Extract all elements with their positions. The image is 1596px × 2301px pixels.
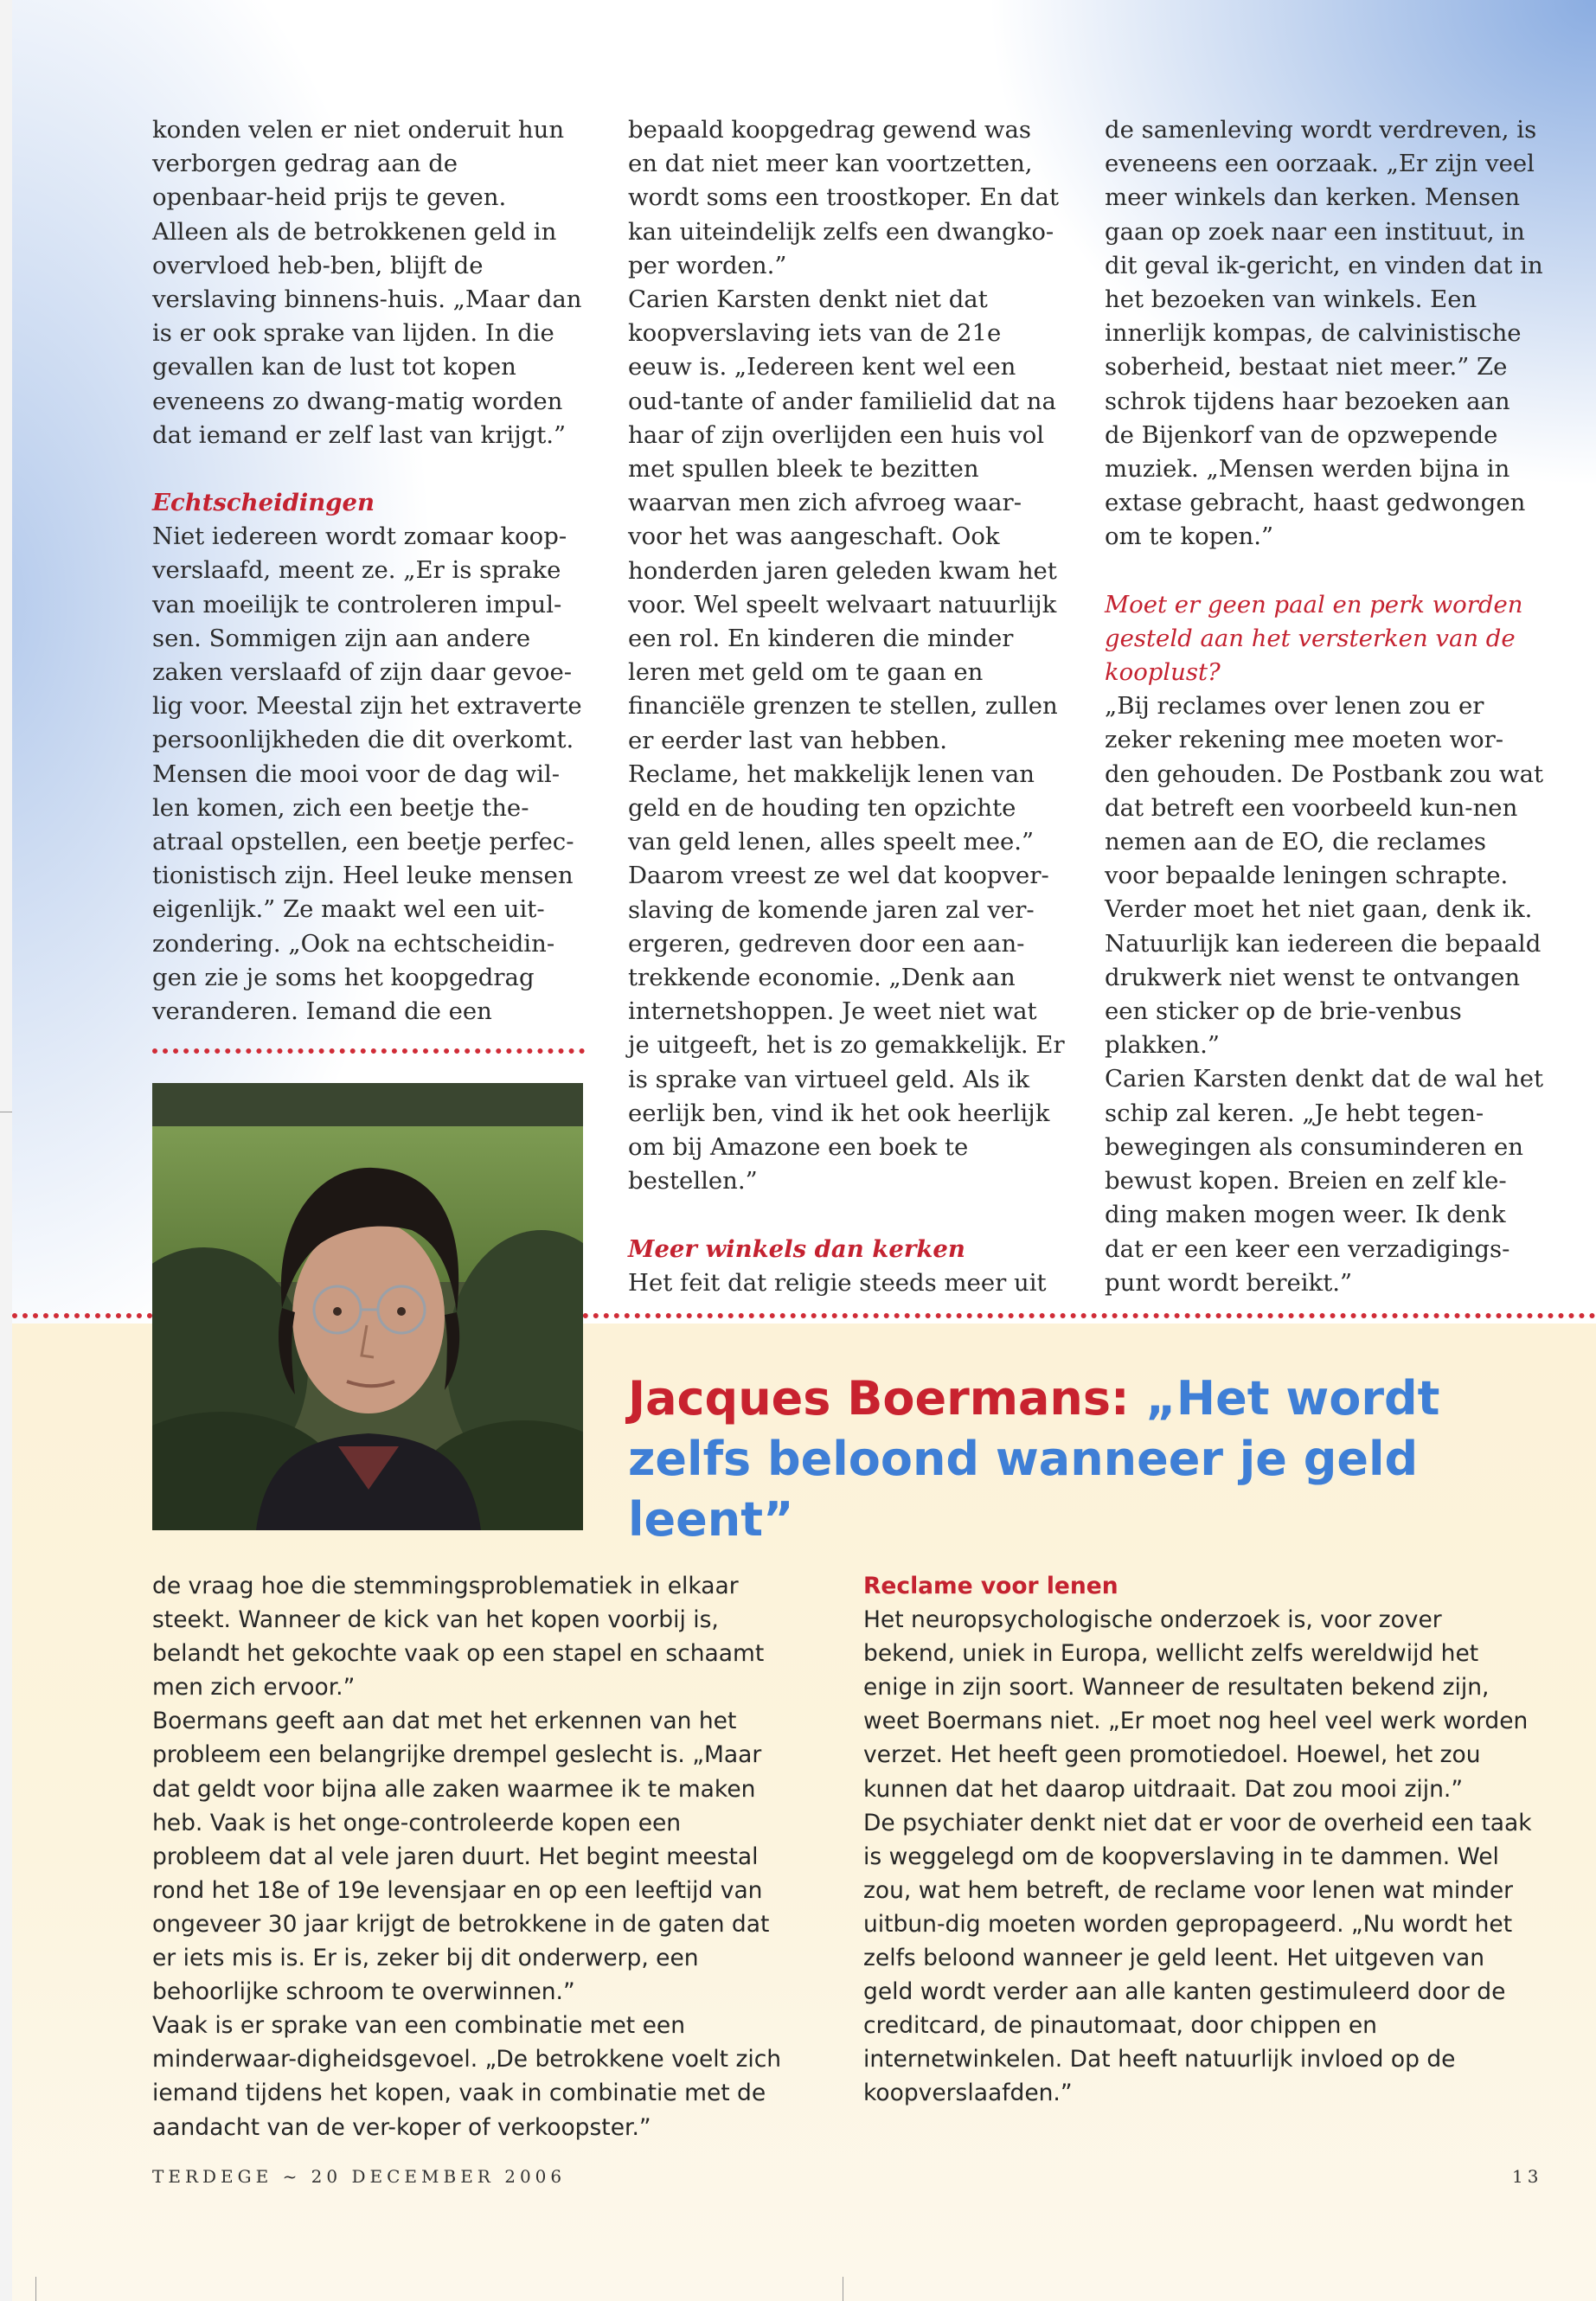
article-column-1 [152, 113, 586, 1029]
bottom-right-paragraph-2: De psychiater denkt niet dat er voor de overheid een taak is weggelegd om de koopverslaving in te dammen. Wel zou, wat hem betreft, de reclame voor lenen wat minder uitbun-dig moeten worden gepropageerd. „Nu wordt het zelfs beloond wanneer je geld leent. Het uitgeven van geld wordt verder aan alle kanten gestimuleerd door de creditcard, de pinautomaat, door chippen en internetwinkelen. Dat heeft natuurlijk invloed op de koopverslaafden.” [863, 1809, 1532, 2107]
col1-subheading: Echtscheidingen [152, 489, 375, 517]
bottom-column-right [863, 1569, 1534, 2111]
portrait-photo [152, 1083, 583, 1530]
col1-paragraph-1: konden velen er niet onderuit hun verborgen gedrag aan de openbaar-heid prijs te geven. Alleen als de betrokkenen geld in overvloed heb-ben, blijft de verslaving binnens-huis. „Maar dan is er ook sprake van lijden. In die gevallen kan de lust tot kopen eveneens zo dwang-matig worden dat iemand er zelf last van krijgt.” [152, 116, 582, 449]
bottom-left-paragraph-1: de vraag hoe die stemmingsproblematiek in elkaar steekt. Wanneer de kick van het kopen voorbij is, belandt het gekochte vaak op een stapel en schaamt men zich ervoor.” [152, 1573, 765, 1702]
article-column-2 [628, 113, 1065, 1300]
headline-quote: „Het wordt zelfs beloond wanneer je geld leent” [628, 1371, 1440, 1547]
headline-name: Jacques Boermans: [628, 1371, 1130, 1426]
headline [628, 1368, 1562, 1550]
col3-paragraph-3: Carien Karsten denkt dat de wal het schip zal keren. „Je hebt tegen-bewegingen als consuminderen en bewust kopen. Breien en zelf kle-ding maken mogen weer. Ik denk dat er een keer een verzadigings-punt wordt bereikt.” [1105, 1065, 1544, 1297]
article-column-3 [1105, 113, 1546, 1300]
col1-paragraph-2: Niet iedereen wordt zomaar koop-verslaafd, meent ze. „Er is sprake van moeilijk te controleren impul-sen. Sommigen zijn aan andere zaken verslaafd of zijn daar gevoe-lig voor. Meestal zijn het extraverte persoonlijkheden die dit overkomt. Mensen die mooi voor de dag wil-len komen, zich een beetje the-atraal opstellen, een beetje perfec-tionistisch zijn. Heel leuke mensen eigenlijk.” Ze maakt wel een uit-zondering. „Ook na echtscheidin-gen zie je soms het koopgedrag veranderen. Iemand die een [152, 522, 582, 1026]
col2-paragraph-2: Carien Karsten denkt niet dat koopverslaving iets van de 21e eeuw is. „Iedereen kent wel een oud-tante of ander familielid dat na haar of zijn overlijden een huis vol met spullen bleek te bezitten waarvan men zich afvroeg waar-voor het was aangeschaft. Ook honderden jaren geleden kwam het voor. Wel speelt welvaart natuurlijk een rol. En kinderen die minder leren met geld om te gaan en financiële grenzen te stellen, zullen er eerder last van hebben. Reclame, het makkelijk lenen van geld en de houding ten opzichte van geld lenen, alles speelt mee.” [628, 285, 1058, 856]
bottom-left-paragraph-3: Vaak is er sprake van een combinatie met een minderwaar-digheidsgevoel. „De betrokkene voelt zich iemand tijdens het kopen, vaak in combinatie met de aandacht van de ver-koper of verkoopster.” [152, 2012, 782, 2141]
col2-paragraph-4: Het feit dat religie steeds meer uit [628, 1268, 1047, 1297]
dotted-divider-short [152, 1048, 585, 1054]
bottom-column-left [152, 1569, 792, 2144]
footer-page-number: 13 [1512, 2166, 1543, 2187]
bottom-left-paragraph-2: Boermans geeft aan dat met het erkennen van het probleem een belangrijke drempel geslecht is. „Maar dat geldt voor bijna alle zaken waarmee ik te maken heb. Vaak is het onge-controleerde kopen een probleem dat al vele jaren duurt. Het begint meestal rond het 18e of 19e levensjaar en op een leeftijd van ongeveer 30 jaar krijgt de betrokkene in de gaten dat er iets mis is. Er is, zeker bij dit onderwerp, een behoorlijke schroom te overwinnen.” [152, 1708, 770, 2006]
page-left-edge [0, 0, 12, 2301]
col2-paragraph-1: bepaald koopgedrag gewend was en dat niet meer kan voortzetten, wordt soms een troostkoper. En dat kan uiteindelijk zelfs een dwangko-per worden.” [628, 116, 1059, 279]
footer-publication: TERDEGE ~ 20 DECEMBER 2006 [152, 2166, 567, 2187]
col3-paragraph-1: de samenleving wordt verdreven, is eveneens een oorzaak. „Er zijn veel meer winkels dan kerken. Mensen gaan op zoek naar een instituut, in dit geval ik-gericht, en vinden dat in het bezoeken van winkels. Een innerlijk kompas, de calvinistische soberheid, bestaat niet meer.” Ze schrok tijdens haar bezoeken aan de Bijenkorf van de opzwepende muziek. „Mensen werden bijna in extase gebracht, haast gedwongen om te kopen.” [1105, 116, 1543, 551]
col2-subheading: Meer winkels dan kerken [628, 1234, 965, 1263]
crop-mark-bottom-left [35, 2277, 36, 2301]
col3-paragraph-2: „Bij reclames over lenen zou er zeker rekening mee moeten wor-den gehouden. De Postbank zou wat dat betreft een voorbeeld kun-nen nemen aan de EO, die reclames voor bepaalde leningen schrapte. Verder moet het niet gaan, denk ik. Natuurlijk kan iedereen die bepaald drukwerk niet wenst te ontvangen een sticker op de brie-venbus plakken.” [1105, 692, 1544, 1060]
bottom-right-paragraph-1: Het neuropsychologische onderzoek is, voor zover bekend, uniek in Europa, wellicht zelfs wereldwijd het enige in zijn soort. Wanneer de resultaten bekend zijn, weet Boermans niet. „Er moet nog heel veel werk worden verzet. Het heeft geen promotiedoel. Hoewel, het zou kunnen dat het daarop uitdraait. Dat zou mooi zijn.” [863, 1606, 1529, 1803]
col3-interview-question: Moet er geen paal en perk worden gesteld aan het versterken van de kooplust? [1105, 590, 1523, 687]
col2-paragraph-3: Daarom vreest ze wel dat koopver-slaving de komende jaren zal ver-ergeren, gedreven door een aan-trekkende economie. „Denk aan internetshoppen. Je weet niet wat je uitgeeft, het is zo gemakkelijk. Er is sprake van virtueel geld. Als ik eerlijk ben, vind ik het ook heerlijk om bij Amazone een boek te bestellen.” [628, 862, 1065, 1195]
portrait-illustration [152, 1083, 583, 1530]
bottom-right-subheading: Reclame voor lenen [863, 1573, 1118, 1599]
